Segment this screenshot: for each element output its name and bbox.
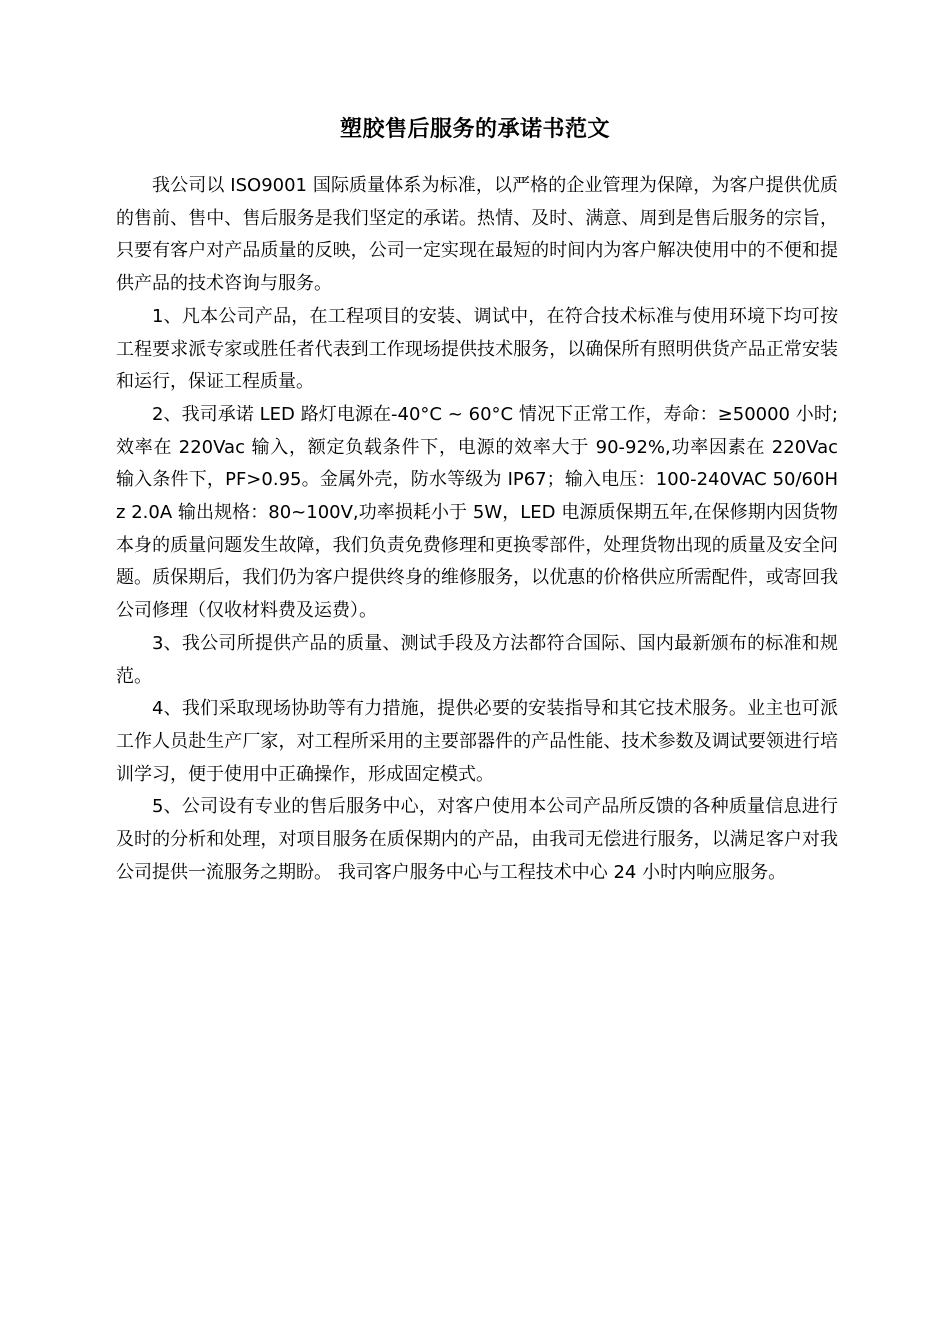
paragraph-item-3: 3、我公司所提供产品的质量、测试手段及方法都符合国际、国内最新颁布的标准和规范。 xyxy=(116,632,838,687)
document-body xyxy=(116,170,838,889)
paragraph-intro: 我公司以 ISO9001 国际质量体系为标准，以严格的企业管理为保障，为客户提供优质的售前、售中、售后服务是我们坚定的承诺。热情、及时、满意、周到是售后服务的宗旨，只要有客户对产品质量的反映，公司一定实现在最短的时间内为客户解决使用中的不便和提供产品的技术咨询与服务。 xyxy=(116,175,838,295)
paragraph-item-5: 5、公司设有专业的售后服务中心，对客户使用本公司产品所反馈的各种质量信息进行及时的分析和处理，对项目服务在质保期内的产品，由我司无偿进行服务，以满足客户对我公司提供一流服务之期盼。 我司客户服务中心与工程技术中心 24 小时内响应服务。 xyxy=(116,796,838,883)
paragraph-item-4: 4、我们采取现场协助等有力措施，提供必要的安装指导和其它技术服务。业主也可派工作人员赴生产厂家，对工程所采用的主要部器件的产品性能、技术参数及调试要领进行培训学习，便于使用中正确操作，形成固定模式。 xyxy=(116,698,838,785)
paragraph-item-2: 2、我司承诺 LED 路灯电源在-40°C ~ 60°C 情况下正常工作，寿命：≥50000 小时; 效率在 220Vac 输入，额定负载条件下，电源的效率大于 90-92%,功率因素在 220Vac 输入条件下，PF>0.95。金属外壳，防水等级为 IP67；输入电压：100-240VAC 50/60Hz 2.0A 输出规格：80~100V,功率损耗小于 5W，LED 电源质保期五年,在保修期内因货物本身的质量问题发生故障，我们负责免费修理和更换零部件，处理货物出现的质量及安全问题。质保期后，我们仍为客户提供终身的维修服务，以优惠的价格供应所需配件，或寄回我公司修理（仅收材料费及运费）。 xyxy=(116,403,838,622)
document-title: 塑胶售后服务的承诺书范文 xyxy=(339,117,610,142)
paragraph-item-1: 1、凡本公司产品，在工程项目的安装、调试中，在符合技术标准与使用环境下均可按工程要求派专家或胜任者代表到工作现场提供技术服务，以确保所有照明供货产品正常安装和运行，保证工程质量。 xyxy=(116,305,838,393)
